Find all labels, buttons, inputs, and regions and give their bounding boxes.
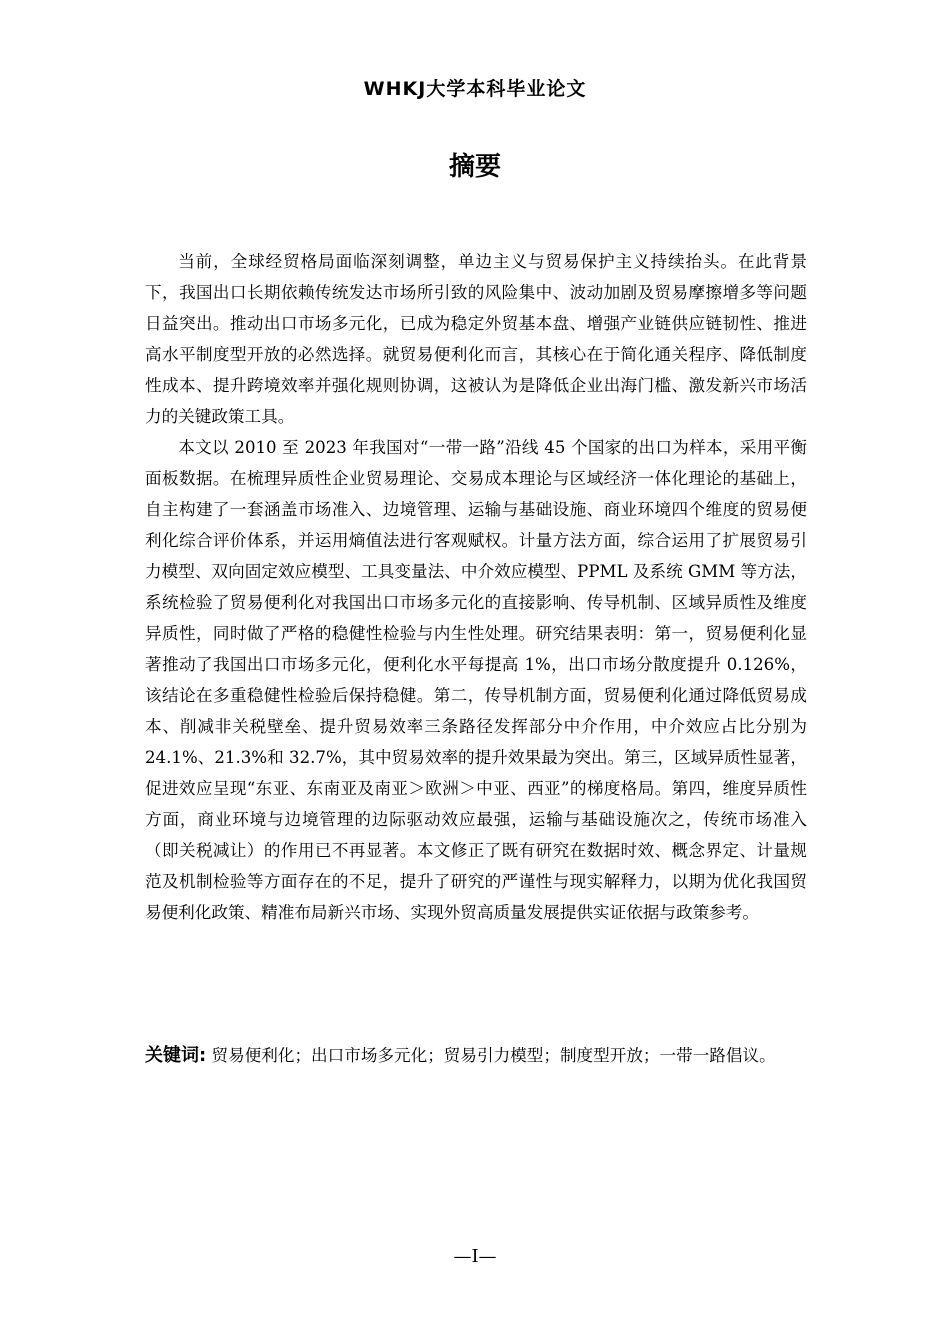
keywords-label: 关键词: — [145, 1045, 207, 1066]
abstract-body — [145, 246, 807, 928]
keywords-text: 贸易便利化；出口市场多元化；贸易引力模型；制度型开放；一带一路倡议。 — [211, 1046, 776, 1065]
abstract-heading: 摘要 — [448, 152, 501, 182]
keywords-section — [145, 1036, 807, 1076]
thesis-header-title: WHKJ大学本科毕业论文 — [363, 78, 587, 100]
abstract-paragraph-2: 本文以 2010 至 2023 年我国对“一带一路”沿线 45 个国家的出口为样本，采用平衡面板数据。在梳理异质性企业贸易理论、交易成本理论与区域经济一体化理论的基础上，自主构建了一套涵盖市场准入、边境管理、运输与基础设施、商业环境四个维度的贸易便利化综合评价体系，并运用熵值法进行客观赋权。计量方法方面，综合运用了扩展贸易引力模型、双向固定效应模型、工具变量法、中介效应模型、PPML 及系统 GMM 等方法，系统检验了贸易便利化对我国出口市场多元化的直接影响、传导机制、区域异质性及维度异质性，同时做了严格的稳健性检验与内生性处理。研究结果表明：第一，贸易便利化显著推动了我国出口市场多元化，便利化水平每提高 1%，出口市场分散度提升 0.126%，该结论在多重稳健性检验后保持稳健。第二，传导机制方面，贸易便利化通过降低贸易成本、削减非关税壁垒、提升贸易效率三条路径发挥部分中介作用，中介效应占比分别为 24.1%、21.3%和 32.7%，其中贸易效率的提升效果最为突出。第三，区域异质性显著，促进效应呈现“东亚、东南亚及南亚＞欧洲＞中亚、西亚”的梯度格局。第四，维度异质性方面，商业环境与边境管理的边际驱动效应最强，运输与基础设施次之，传统市场准入（即关税减让）的作用已不再显著。本文修正了既有研究在数据时效、概念界定、计量规范及机制检验等方面存在的不足，提升了研究的严谨性与现实解释力，以期为优化我国贸易便利化政策、精准布局新兴市场、实现外贸高质量发展提供实证依据与政策参考。 — [145, 438, 807, 922]
abstract-paragraph-1: 当前，全球经贸格局面临深刻调整，单边主义与贸易保护主义持续抬头。在此背景下，我国出口长期依赖传统发达市场所引致的风险集中、波动加剧及贸易摩擦增多等问题日益突出。推动出口市场多元化，已成为稳定外贸基本盘、增强产业链供应链韧性、推进高水平制度型开放的必然选择。就贸易便利化而言，其核心在于简化通关程序、降低制度性成本、提升跨境效率并强化规则协调，这被认为是降低企业出海门槛、激发新兴市场活力的关键政策工具。 — [145, 252, 807, 426]
page-number: —I— — [453, 1246, 497, 1267]
